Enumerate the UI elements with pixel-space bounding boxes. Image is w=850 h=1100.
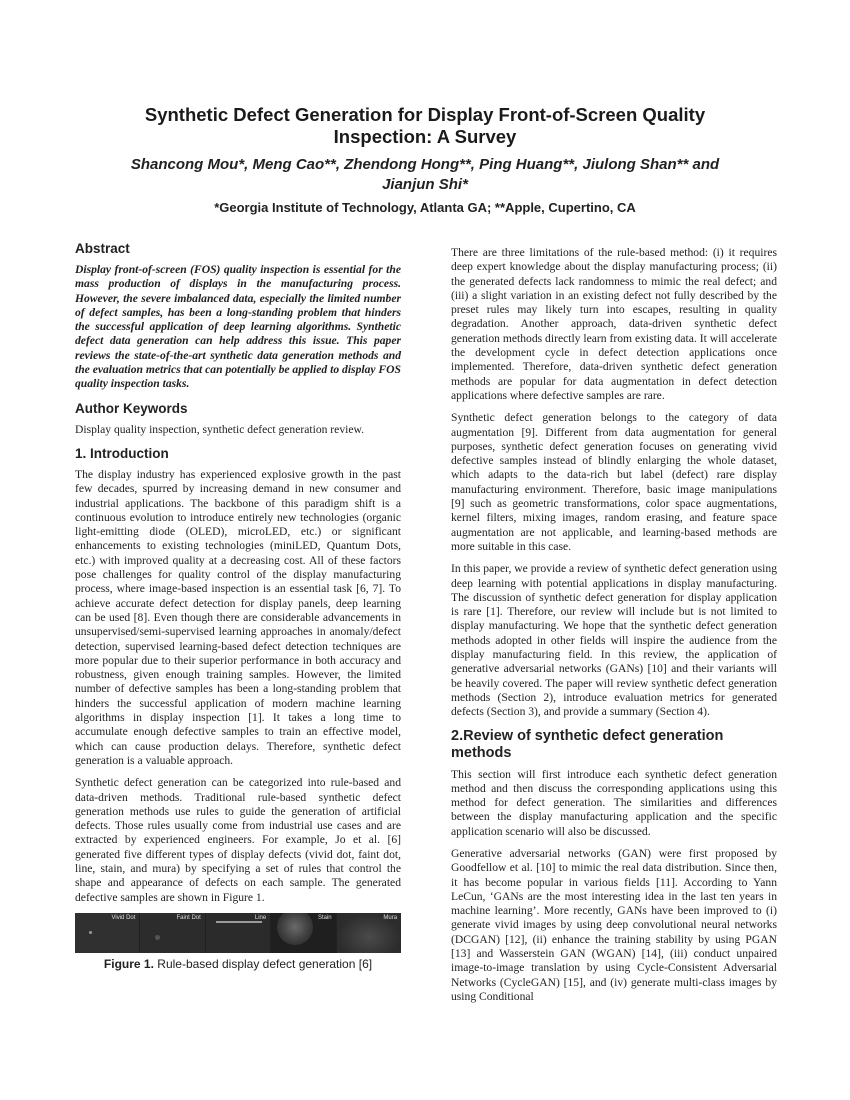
panel-label: Faint Dot bbox=[176, 914, 201, 921]
paper-overview-paragraph: In this paper, we provide a review of synthetic defect generation using deep learning with potential applications in display manufacturing. The discussion of synthetic defect generation for display application is rare [1]. Therefore, our review will include but is not limited to display manufacturing. We hope that the synthetic defect generation methods adopted in other fields will inspire the audience from the display manufacturing field. In this review, the application of generative adversarial networks (GANs) [10] and their variants will be heavily covered. The paper will review synthetic defect generation methods (Section 2), introduce evaluation metrics for generated defects (Section 3), and provide a summary (Section 4). bbox=[451, 562, 777, 719]
intro-paragraph-2: Synthetic defect generation can be categorized into rule-based and data-driven methods. Traditional rule-based synthetic defect generation methods use rules to guide the generation of artificial defects. Those rules usually come from industrial use cases and are extracted by experienced engineers. For example, Jo et al. [6] generated five different types of display defects (vivid dot, faint dot, line, stain, and mura) by specifying a set of rules that control the shape and appearance of defects on each sample. The generated defective samples are shown in Figure 1. bbox=[75, 776, 401, 904]
left-column bbox=[75, 240, 401, 972]
paper-title: Synthetic Defect Generation for Display Front-of-Screen Quality Inspection: A Survey bbox=[144, 104, 706, 147]
keywords-text: Display quality inspection, synthetic defect generation review. bbox=[75, 422, 364, 436]
vivid-dot-panel bbox=[75, 913, 139, 953]
gan-paragraph: Generative adversarial networks (GAN) were first proposed by Goodfellow et al. [10] to mimic the real data distribution. Since then, it has become popular in various fields [11]. According to Yann LeCun, ‘GANs are the most interesting idea in the last ten years in machine learning’. More recently, GANs have been improved to (i) generate vivid images by using deep convolutional neural networks (DCGAN) [12], (ii) enhance the training stability by using PGAN [13] and Wasserstein GAN (WGAN) [14], (iii) conduct unpaired image-to-image translation by using Cycle-Consistent Adversarial Networks (CycleGAN) [15], and (iv) generate multi-class images by using Conditional bbox=[451, 846, 777, 1003]
affiliation: *Georgia Institute of Technology, Atlanta GA; **Apple, Cupertino, CA bbox=[214, 200, 636, 215]
figure-label: Figure 1. bbox=[103, 956, 154, 971]
abstract-heading: Abstract bbox=[75, 241, 130, 256]
stain-panel bbox=[271, 913, 335, 953]
section-2-intro-paragraph: This section will first introduce each synthetic defect generation method and then discuss the corresponding applications using this method for defect generation. The similarities and differences between the display manufacturing application and the specific application scenario will also be discussed. bbox=[451, 767, 777, 838]
author-line-2: Jianjun Shi* bbox=[382, 176, 468, 193]
introduction-heading: 1. Introduction bbox=[75, 445, 169, 461]
line-panel bbox=[206, 913, 270, 953]
panel-label: Mura bbox=[383, 914, 398, 921]
figure-1-image bbox=[75, 913, 401, 953]
panel-label: Stain bbox=[317, 914, 332, 921]
panel-label: Line bbox=[254, 914, 267, 921]
abstract-text: Display front-of-screen (FOS) quality inspection is essential for the mass production of displays in the manufacturing process. However, the severe imbalanced data, especially the limited number of defect samples, has been a long-standing problem that hinders the successful application of deep learning algorithms. Synthetic defect data generation can help address this issue. This paper reviews the state-of-the-art synthetic data generation methods and the evaluation metrics that can potentially be applied to display FOS quality inspection tasks. bbox=[75, 263, 401, 391]
panel-label: Vivid Dot bbox=[111, 914, 136, 921]
faint-dot-panel bbox=[140, 913, 204, 953]
data-augmentation-paragraph: Synthetic defect generation belongs to the category of data augmentation [9]. Different from data augmentation for general purposes, synthetic defect generation focuses on generating vivid defective samples instead of blindly enlarging the whole dataset, which adapts to the data-rich but label (defect) rare display manufacturing environment. Therefore, basic image manipulations [9] such as geometric transformations, color space augmentations, kernel filters, mixing images, random erasing, and feature space augmentation are not applicable, and learning-based methods are more suitable in this case. bbox=[451, 411, 777, 553]
author-line-1: Shancong Mou*, Meng Cao**, Zhendong Hong**, Ping Huang**, Jiulong Shan** and bbox=[130, 156, 720, 173]
mura-panel bbox=[337, 913, 401, 953]
rule-limitations-paragraph: There are three limitations of the rule-based method: (i) it requires deep expert knowledge about the display manufacturing process; (ii) the generated defects lack randomness to mimic the real defect; and (iii) a slight variation in an existing defect not fully described by the preset rules may likely turn into escapes, resulting in quality degradation. Another approach, data-driven synthetic defect generation methods directly learn from existing data. It will accelerate the development cycle in defect detection applications once implemented. Therefore, data-driven synthetic defect generation methods are popular for data augmentation in defect detection applications where defective samples are rare. bbox=[451, 246, 777, 402]
figure-1-caption bbox=[75, 957, 401, 972]
figure-caption-text: Rule-based display defect generation [6] bbox=[153, 956, 373, 971]
right-column bbox=[451, 246, 777, 1012]
intro-paragraph-1: The display industry has experienced explosive growth in the past few decades, spurred by increasing demand in new consumer and industrial applications. The backbone of this paradigm shift is a continuous evolution to introduce entirely new technologies (organic light-emitting diode (OLED), microLED, etc.) or significant enhancements to existing technologies (miniLED, Quantum Dots, etc.) with improved quality at a decreasing cost. All of these factors pose challenges for quality control of the display manufacturing process, where image-based inspection is an essential task [6, 7]. To achieve accurate defect detection for display panels, deep learning can be used [8]. Even though there are considerable advancements in unsupervised/semi-supervised learning approaches in anomaly/defect detection, supervised learning-based defect detection techniques are more popular due to their superior performance in both accuracy and robustness, given enough training samples. However, the limited number of defective samples has been a long-standing problem that hinders the successful application of modern machine learning algorithms in display inspection [1]. It takes a long time to accumulate enough defective samples to train an effective model, which can cause production delays. Therefore, synthetic defect generation is a valuable approach. bbox=[75, 467, 401, 767]
keywords-heading: Author Keywords bbox=[75, 400, 188, 416]
section-2-heading: 2.Review of synthetic defect generation methods bbox=[451, 727, 724, 761]
author-list bbox=[100, 155, 750, 195]
